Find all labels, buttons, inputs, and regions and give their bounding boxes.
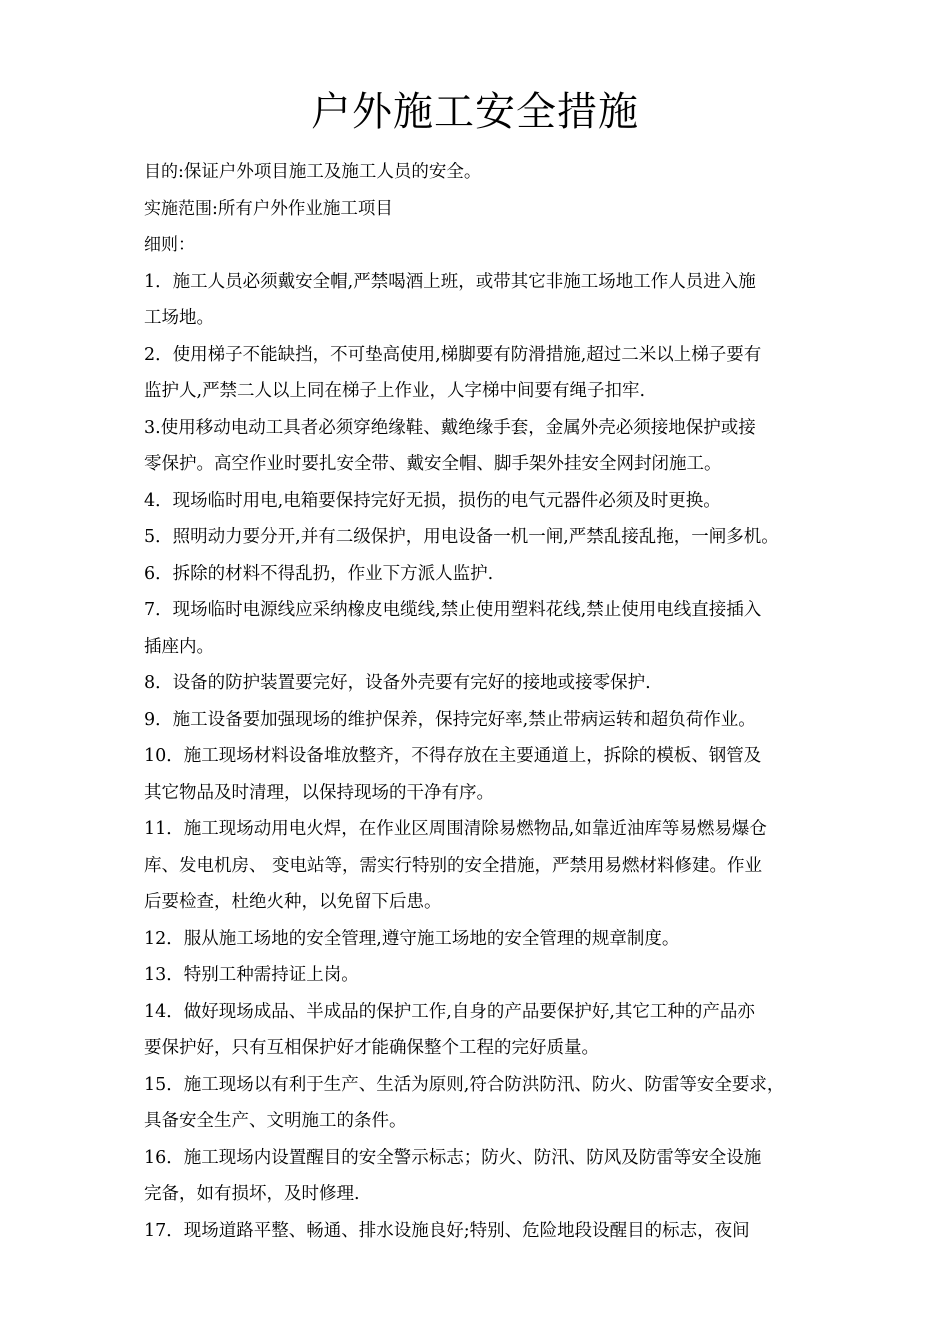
body-line: 2．使用梯子不能缺挡，不可垫高使用,梯脚要有防滑措施,超过二米以上梯子要有: [144, 344, 762, 365]
document-body: [144, 154, 830, 1249]
body-line: 8．设备的防护装置要完好，设备外壳要有完好的接地或接零保护.: [144, 673, 651, 693]
body-line: 后要检查，杜绝火种，以免留下后患。: [144, 892, 442, 912]
body-line: 14．做好现场成品、半成品的保护工作,自身的产品要保护好,其它工种的产品亦: [144, 1001, 755, 1022]
body-line: 4．现场临时用电,电箱要保持完好无损，损伤的电气元器件必须及时更换。: [144, 490, 721, 511]
body-line: 插座内。: [144, 636, 214, 657]
body-line: 9．施工设备要加强现场的维护保养，保持完好率,禁止带病运转和超负荷作业。: [144, 709, 756, 730]
purpose-text: 保证户外项目施工及施工人员的安全。: [183, 162, 482, 182]
scope-label: 实施范围: [144, 198, 212, 219]
body-line: 工场地。: [144, 308, 214, 328]
body-line: 3.使用移动电动工具者必须穿绝缘鞋、戴绝缘手套，金属外壳必须接地保护或接: [144, 417, 756, 438]
purpose-line: [144, 154, 830, 191]
rules-line: [144, 227, 830, 264]
body-line: 6．拆除的材料不得乱扔，作业下方派人监护.: [144, 563, 494, 584]
body-line: 15．施工现场以有利于生产、生活为原则,符合防洪防汛、防火、防雷等安全要求，: [144, 1074, 785, 1095]
scope-separator: :: [212, 198, 218, 219]
body-line: 监护人,严禁二人以上同在梯子上作业，人字梯中间要有绳子扣牢.: [144, 381, 646, 401]
body-line: 12．服从施工场地的安全管理,遵守施工场地的安全管理的规章制度。: [144, 928, 680, 949]
body-line: 7．现场临时电源线应采纳橡皮电缆线,禁止使用塑料花线,禁止使用电线直接插入: [144, 600, 762, 620]
scope-line: [144, 191, 830, 228]
body-line: 10．施工现场材料设备堆放整齐，不得存放在主要通道上，拆除的模板、钢管及: [144, 746, 762, 766]
body-line: 13．特别工种需持证上岗。: [144, 965, 359, 985]
body-line: 其它物品及时清理，以保持现场的干净有序。: [144, 782, 494, 803]
body-line: 库、发电机房、 变电站等，需实行特别的安全措施，严禁用易燃材料修建。作业: [144, 855, 763, 876]
body-line: 5．照明动力要分开,并有二级保护，用电设备一机一闸,严禁乱接乱拖，一闸多机。: [144, 527, 779, 547]
scope-text: 所有户外作业施工项目: [217, 198, 393, 219]
page-title: 户外施工安全措施: [311, 89, 639, 135]
body-line: 要保护好，只有互相保护好才能确保整个工程的完好质量。: [144, 1038, 599, 1058]
body-line: 17．现场道路平整、畅通、排水设施良好;特别、危险地段设醒目的标志，夜间: [144, 1220, 750, 1241]
purpose-separator: :: [178, 162, 184, 182]
body-line: 完备，如有损坏，及时修理.: [144, 1184, 360, 1204]
body-line: 16．施工现场内设置醒目的安全警示标志；防火、防汛、防风及防雷等安全设施: [144, 1147, 762, 1168]
body-line: 1．施工人员必须戴安全帽,严禁喝酒上班，或带其它非施工场地工作人员进入施: [144, 271, 756, 292]
body-line: 11．施工现场动用电火焊，在作业区周围清除易燃物品,如靠近油库等易燃易爆仓: [144, 819, 767, 839]
purpose-label: 目的: [144, 162, 178, 182]
body-line: 零保护。高空作业时要扎安全带、戴安全帽、脚手架外挂安全网封闭施工。: [144, 454, 722, 474]
rules-label: 细则：: [144, 235, 195, 255]
body-line: 具备安全生产、文明施工的条件。: [144, 1111, 407, 1131]
